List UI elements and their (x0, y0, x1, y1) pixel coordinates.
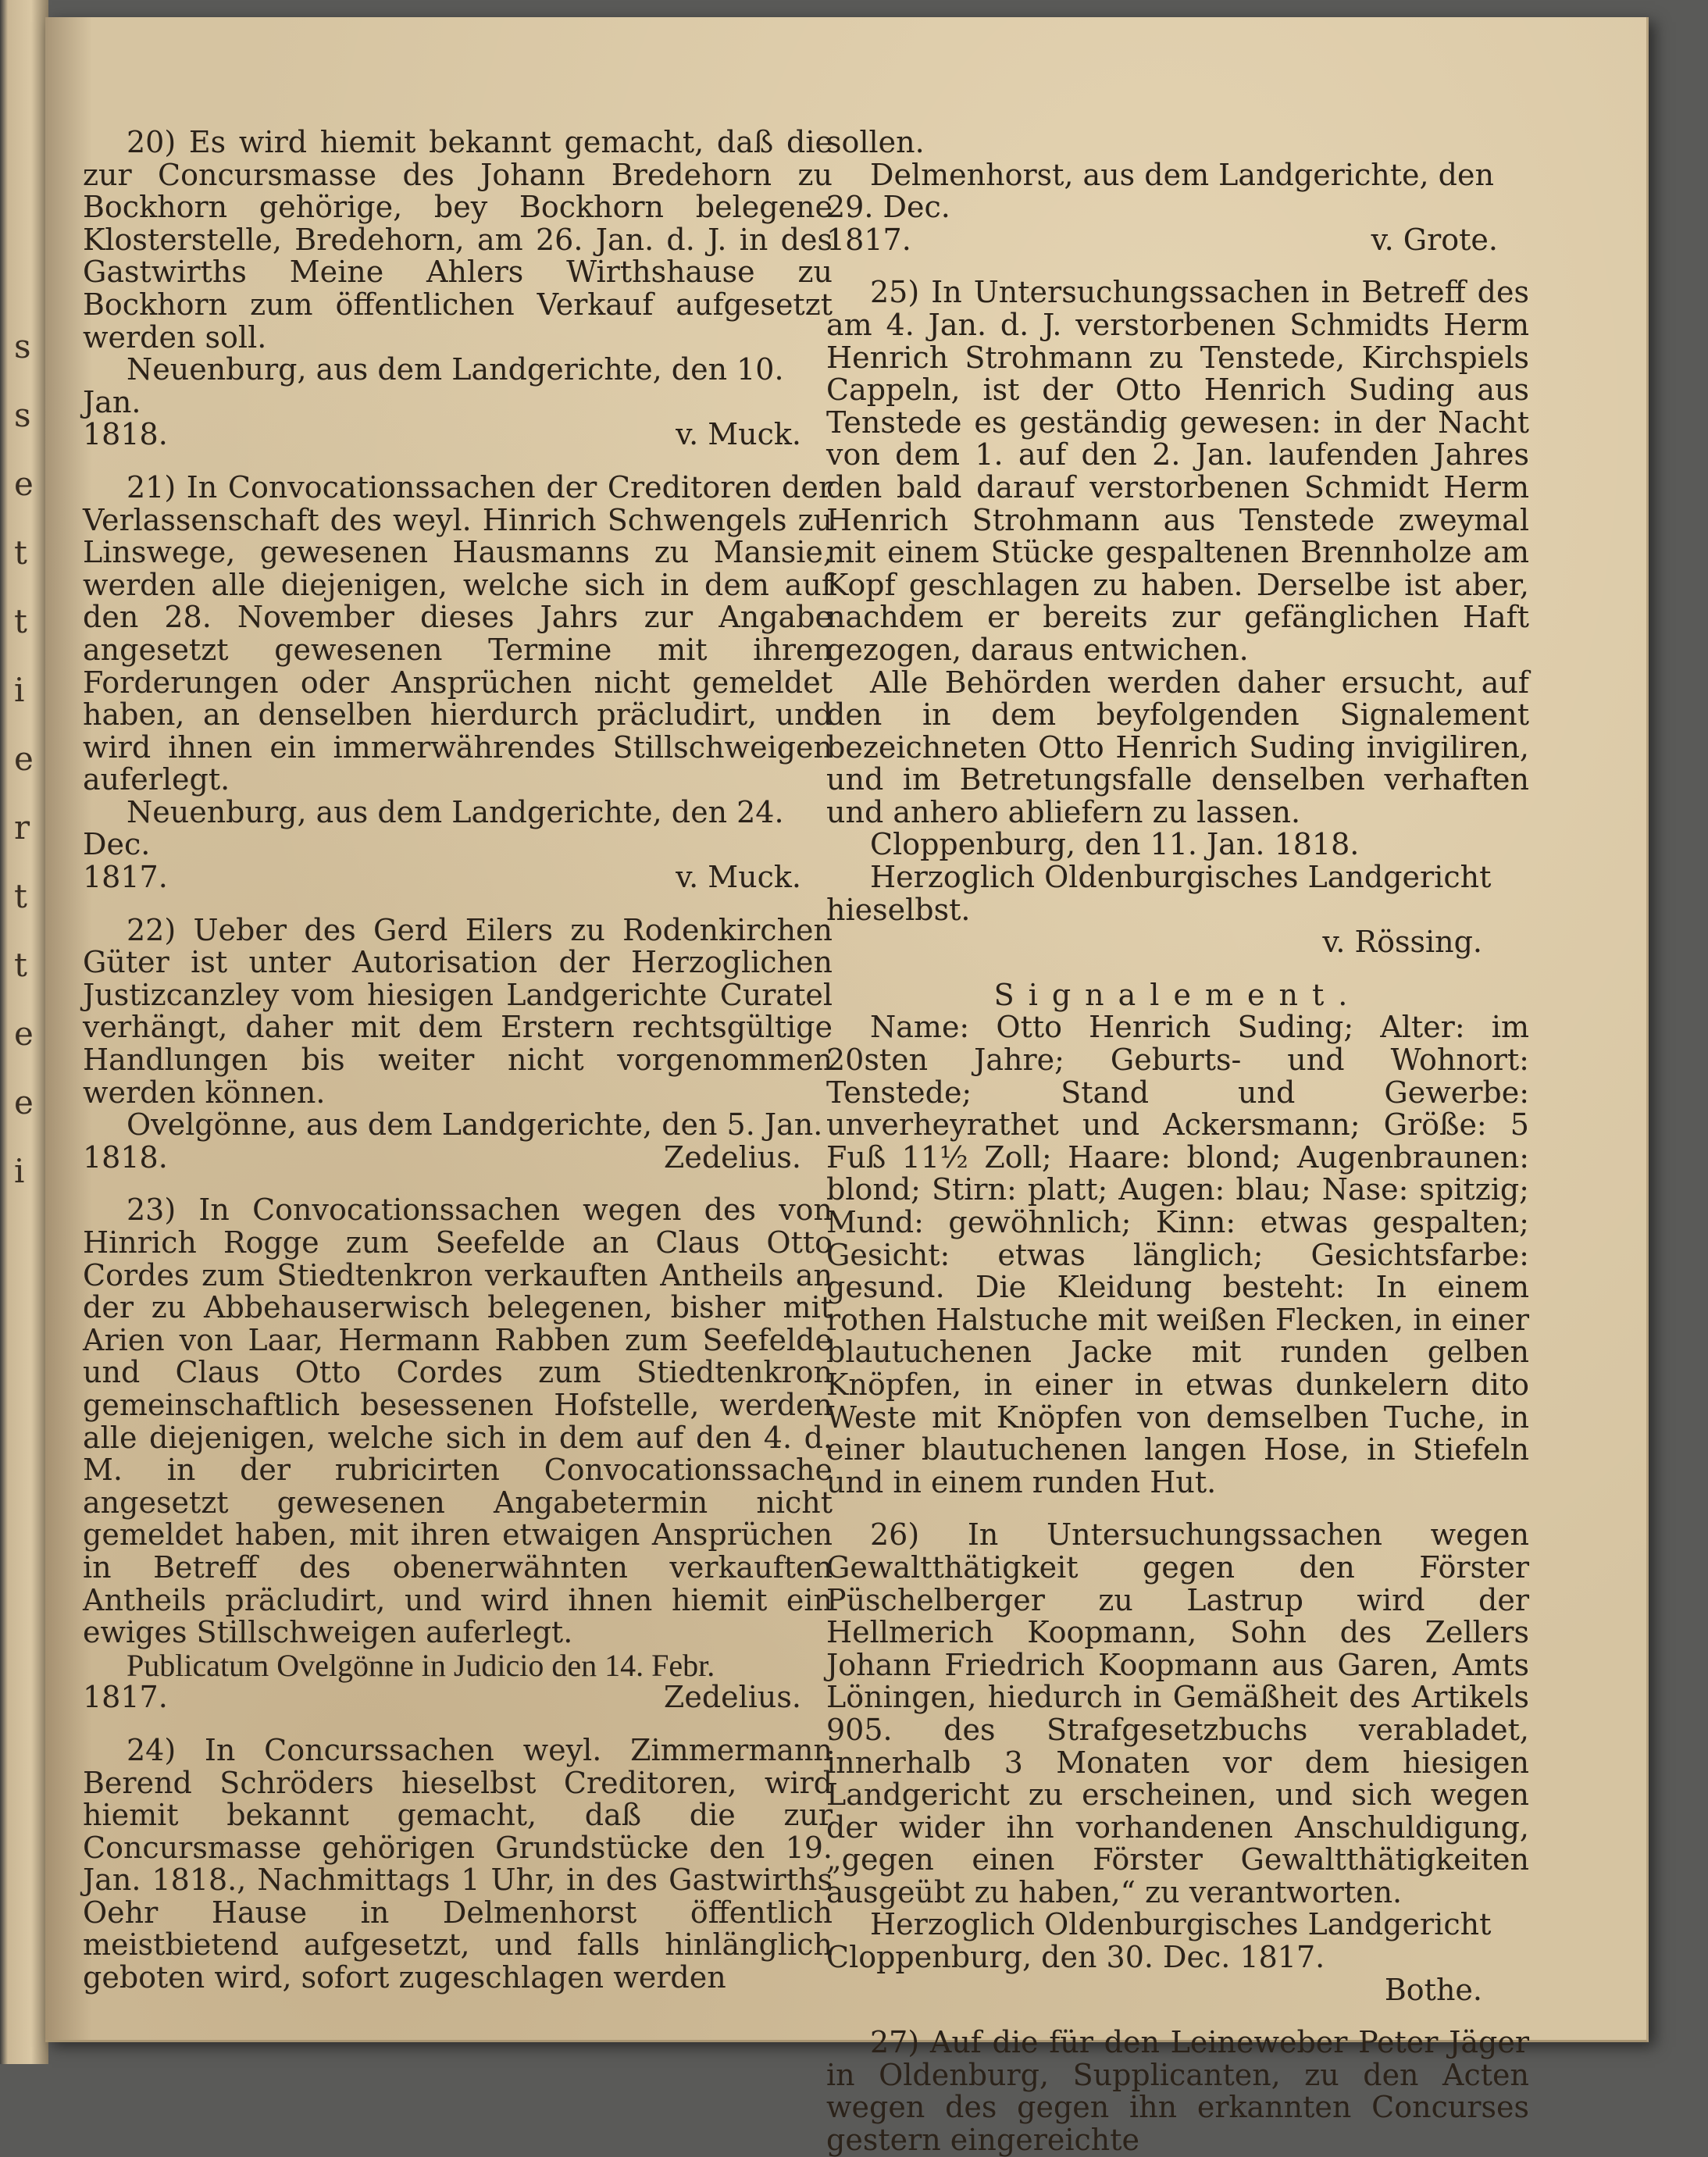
notice-22-text: 22) Ueber des Gerd Eilers zu Rodenkirchen Güter ist unter Autorisation der Herzoglichen Justizcanzley vom hiesigen Landgerichte Curatel verhängt, daher mit dem Erstern rechtsgültige Handlungen bis weiter nicht vorgenommen werden können. (83, 912, 833, 1110)
notice-21-text: 21) In Convocationssachen der Creditoren der Verlassenschaft des weyl. Hinrich Schwengels zu Linswege, gewesenen Hausmanns zu Mansie, werden alle diejenigen, welche sich in dem auf den 28. November dieses Jahrs zur Angabe angesetzt gewesenen Termine mit ihren Forderungen oder Ansprüchen nicht gemeldet haben, an denselben hierdurch präcludirt, und wird ihnen ein immerwährendes Stillschweigen auferlegt. (83, 469, 833, 797)
adjacent-page-letters: s s e t t i e r t t e e i (14, 327, 34, 1190)
notice-23-year: 1817. (83, 1680, 168, 1715)
right-column (826, 127, 1529, 2157)
signalement-text: Name: Otto Henrich Suding; Alter: im 20sten Jahre; Geburts- und Wohnort: Tenstede; Stand und Gewerbe: unverheyrathet und Ackersmann; Größe: 5 Fuß 11½ Zoll; Haare: blond; Augenbraunen: blond; Stirn: platt; Augen: blau; Nase: spitzig; Mund: gewöhnlich; Kinn: etwas gespalten; Gesicht: etwas länglich; Gesichtsfarbe: gesund. Die Kleidung besteht: In einem rothen Halstuche mit weißen Flecken, in einer blautuchenen Jacke mit runden gelben Knöpfen, in einer in etwas dunkelern dito Weste mit Knöpfen von demselben Tuche, in einer blautuchenen langen Hose, in Stiefeln und in einem runden Hut. (826, 1010, 1529, 1499)
notice-22-year: 1818. (83, 1139, 168, 1175)
notice-22-signature-line (83, 1139, 833, 1175)
notice-21-signature-line (83, 861, 833, 894)
notice-21-year: 1817. (83, 860, 168, 895)
newspaper-page (45, 17, 1649, 2157)
left-column (83, 127, 833, 1995)
notice-26-signature-line (826, 1909, 1529, 1973)
notice-21-signature: v. Muck. (676, 860, 801, 895)
notice-20-dateline: Neuenburg, aus dem Landgerichte, den 10. Jan. (83, 352, 784, 419)
notice-25-text-2: Alle Behörden werden daher ersucht, auf den in dem beyfolgenden Signalement bezeichneten Otto Henrich Suding invigiliren, und im Betretungsfalle denselben verhaften und anhero abliefern zu lassen. (826, 665, 1529, 829)
signalement-heading: Signalement. (993, 977, 1362, 1012)
notice-21-dateline: Neuenburg, aus dem Landgerichte, den 24. Dec. (83, 794, 784, 862)
notice-23-text: 23) In Convocationssachen wegen des von Hinrich Rogge zum Seefelde an Claus Otto Cordes zum Stiedtenkron verkauften Antheils an der zu Abbehauserwisch belegenen, bisher mit Arien von Laar, Hermann Rabben zum Seefelde und Claus Otto Cordes zum Stiedtenkron gemeinschaftlich besessenen Hofstelle, werden alle diejenigen, welche sich in dem auf den 4. d. M. in der rubricirten Convocationssache angesetzt gewesenen Angabetermin nicht gemeldet haben, mit ihren etwaigen Ansprüchen in Betreff des obenerwähnten verkauften Antheils präcludirt, und wird ihnen hiemit ein ewiges Stillschweigen auferlegt. (83, 1193, 833, 1650)
notice-26-court: Herzoglich Oldenburgisches Landgericht Cloppenburg, den 30. Dec. 1817. (826, 1907, 1492, 1975)
notice-24-dateline: Delmenhorst, aus dem Landgerichte, den 29. Dec. (826, 157, 1494, 225)
notice-24-signature: v. Grote. (1371, 222, 1498, 257)
notice-20-signature-line (83, 419, 833, 451)
notice-20-signature: v. Muck. (676, 417, 801, 452)
notice-24-signature-line (826, 224, 1529, 257)
notice-25-dateline: Cloppenburg, den 11. Jan. 1818. (870, 827, 1360, 862)
notice-27-text: 27) Auf die für den Leineweber Peter Jäger in Oldenburg, Supplicanten, zu den Acten wegen des gegen ihn erkannten Concurses gestern eingereichte (826, 2025, 1529, 2157)
notice-23-dateline: Publicatum Ovelgönne in Judicio den 14. Febr. (127, 1647, 715, 1683)
notice-24-continuation: sollen. (826, 125, 925, 159)
notice-25-signature: v. Rössing. (1322, 925, 1482, 960)
notice-22-dateline: Ovelgönne, aus dem Landgerichte, den 5. Jan. (127, 1107, 823, 1143)
notice-22-signature: Zedelius. (663, 1139, 801, 1175)
notice-23-signature: Zedelius. (663, 1680, 801, 1715)
notice-24-text: 24) In Concurssachen weyl. Zimmermann Berend Schröders hieselbst Creditoren, wird hiemit bekannt gemacht, daß die zur Concursmasse gehörigen Grundstücke den 19. Jan. 1818., Nachmittags 1 Uhr, in des Gastwirths Oehr Hause in Delmenhorst öffentlich meistbietend aufgesetzt, und falls hinlänglich geboten wird, sofort zugeschlagen werden (83, 1732, 833, 1995)
notice-25-court: Herzoglich Oldenburgisches Landgericht hieselbst. (826, 860, 1492, 927)
notice-20-year: 1818. (83, 417, 168, 452)
notice-23-signature-line (83, 1681, 833, 1714)
notice-20-text: 20) Es wird hiemit bekannt gemacht, daß die zur Concursmasse des Johann Bredehorn zu Bockhorn gehörige, bey Bockhorn belegene Klosterstelle, Bredehorn, am 26. Jan. d. J. in des Gastwirths Meine Ahlers Wirthshause zu Bockhorn zum öffentlichen Verkauf aufgesetzt werden soll. (83, 125, 833, 355)
notice-26-text: 26) In Untersuchungssachen wegen Gewaltthätigkeit gegen den Förster Püschelberger zu Lastrup wird der Hellmerich Koopmann, Sohn des Zellers Johann Friedrich Koopmann aus Garen, Amts Löningen, hiedurch in Gemäßheit des Artikels 905. des Strafgesetzbuchs verabladet, innerhalb 3 Monaten vor dem hiesigen Landgericht zu erscheinen, und sich wegen der wider ihn vorhandenen Anschuldigung, „gegen einen Förster Gewaltthätigkeiten ausgeübt zu haben,“ zu verantworten. (826, 1517, 1529, 1909)
adjacent-page-edge (0, 0, 48, 2064)
notice-26-signature: Bothe. (1384, 1972, 1482, 2007)
notice-24-year: 1817. (826, 222, 911, 257)
notice-25-text: 25) In Untersuchungssachen in Betreff des am 4. Jan. d. J. verstorbenen Schmidts Herm Henrich Strohmann zu Tenstede, Kirchspiels Cappeln, ist der Otto Henrich Suding aus Tenstede es geständig gewesen: in der Nacht von dem 1. auf den 2. Jan. laufenden Jahres den bald darauf verstorbenen Schmidt Herm Henrich Strohmann aus Tenstede zweymal mit einem Stücke gespaltenen Brennholze am Kopf geschlagen zu haben. Derselbe ist aber, nachdem er bereits zur gefänglichen Haft gezogen, daraus entwichen. (826, 275, 1529, 667)
